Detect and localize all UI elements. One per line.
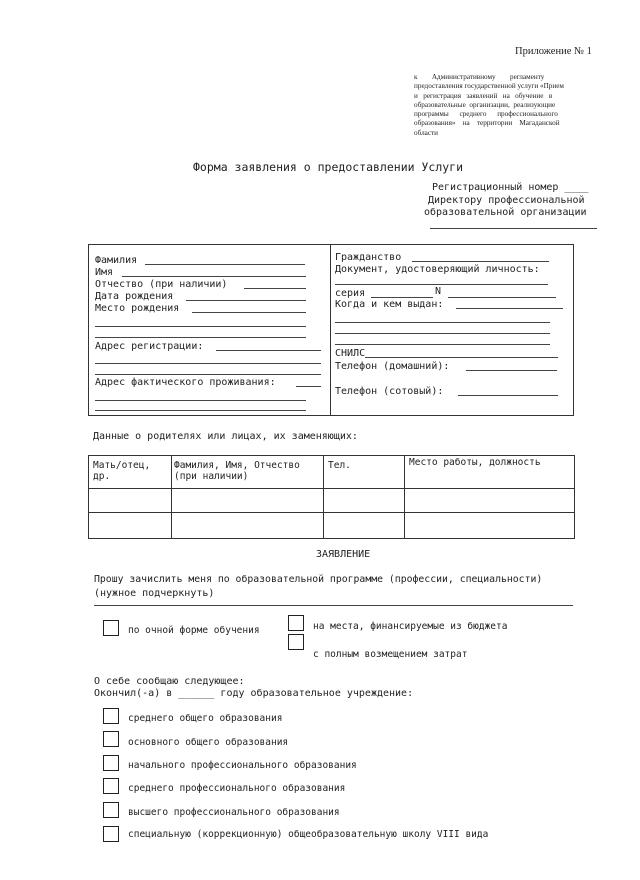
citizenship-field[interactable] — [412, 261, 549, 262]
budget-checkbox[interactable] — [288, 615, 304, 631]
education-checkbox[interactable] — [103, 778, 119, 794]
patronymic-field[interactable] — [244, 288, 306, 289]
snils-field[interactable] — [365, 357, 558, 358]
director-name-line[interactable] — [430, 228, 597, 229]
header-relation: Мать/отец, др. — [89, 456, 172, 489]
reg-address-field-2[interactable] — [95, 363, 321, 364]
program-field[interactable] — [94, 605, 573, 606]
paid-label: с полным возмещением затрат — [313, 649, 468, 660]
issued-by-field[interactable] — [456, 308, 563, 309]
phone-mobile-field[interactable] — [458, 395, 558, 396]
reg-address-field[interactable] — [216, 350, 321, 351]
table-row — [89, 489, 575, 513]
reg-address-label: Адрес регистрации: — [95, 341, 204, 352]
appendix-title: Приложение № 1 — [515, 46, 592, 57]
series-label: серия — [335, 288, 366, 299]
director-line-2: образовательной организации — [424, 207, 587, 218]
table-cell[interactable] — [324, 489, 405, 513]
table-cell[interactable] — [405, 489, 575, 513]
surname-field[interactable] — [145, 264, 305, 265]
actual-address-field-3[interactable] — [95, 410, 306, 411]
table-cell[interactable] — [89, 489, 172, 513]
birth-place-field-3[interactable] — [95, 337, 306, 338]
number-field[interactable] — [448, 297, 556, 298]
table-row — [89, 513, 575, 539]
form-title: Форма заявления о предоставлении Услуги — [193, 160, 464, 174]
table-cell[interactable] — [324, 513, 405, 539]
phone-mobile-label: Телефон (сотовый): — [335, 386, 444, 397]
issued-by-field-4[interactable] — [335, 344, 550, 345]
issued-by-label: Когда и кем выдан: — [335, 299, 444, 310]
issued-by-field-2[interactable] — [335, 322, 550, 323]
identity-doc-label: Документ, удостоверяющий личность: — [335, 264, 540, 275]
birth-date-label: Дата рождения — [95, 291, 174, 302]
table-cell[interactable] — [405, 513, 575, 539]
budget-label: на места, финансируемые из бюджета — [313, 621, 508, 632]
parents-caption: Данные о родителях или лицах, их заменяющих: — [93, 431, 358, 442]
registration-number: Регистрационный номер ____ — [432, 182, 589, 193]
education-checkbox[interactable] — [103, 802, 119, 818]
surname-label: Фамилия — [95, 255, 138, 266]
issued-by-field-3[interactable] — [335, 333, 550, 334]
request-line-1: Прошу зачислить меня по образовательной программе (профессии, специальности) — [94, 574, 543, 585]
appendix-text — [414, 73, 599, 138]
birth-date-field[interactable] — [186, 300, 306, 301]
appendix-line: к Административному регламенту — [414, 73, 545, 81]
education-option-label: высшего профессионального образования — [128, 807, 340, 818]
education-option-label: начального профессионального образования — [128, 760, 357, 771]
appendix-line: и регистрация заявлений на обучение в — [414, 91, 553, 100]
fulltime-checkbox[interactable] — [103, 620, 119, 636]
number-sign: N — [435, 286, 442, 297]
appendix-line: образования» на территории Магаданской — [414, 119, 560, 128]
education-checkbox[interactable] — [103, 826, 119, 842]
patronymic-label: Отчество (при наличии) — [95, 279, 228, 290]
appendix-line: образовательные организации, реализующие — [414, 100, 556, 109]
education-checkbox[interactable] — [103, 708, 119, 724]
about-intro: О себе сообщаю следующее: — [94, 676, 245, 687]
education-option-label: среднего профессионального образования — [128, 783, 346, 794]
education-checkbox[interactable] — [103, 731, 119, 747]
series-field[interactable] — [371, 297, 433, 298]
header-phone: Тел. — [324, 456, 405, 489]
birth-place-label: Место рождения — [95, 303, 180, 314]
birth-place-field-2[interactable] — [95, 326, 306, 327]
snils-label: СНИЛС — [335, 348, 366, 359]
education-option-label: основного общего образования — [128, 737, 289, 748]
actual-address-label: Адрес фактического проживания: — [95, 377, 276, 388]
parents-header-row — [89, 456, 575, 489]
table-cell[interactable] — [89, 513, 172, 539]
director-line-1: Директору профессиональной — [428, 195, 585, 206]
education-option-label: специальную (коррекционную) общеобразовательную школу VIII вида — [128, 829, 489, 840]
citizenship-label: Гражданство — [335, 252, 402, 263]
statement-title: ЗАЯВЛЕНИЕ — [316, 549, 371, 560]
name-field[interactable] — [122, 276, 306, 277]
graduated-line: Окончил(-а) в ______ году образовательное учреждение: — [94, 688, 414, 699]
header-fullname: Фамилия, Имя, Отчество (при наличии) — [172, 456, 324, 489]
appendix-line: программы среднего профессионального — [414, 110, 558, 119]
actual-address-field[interactable] — [296, 386, 321, 387]
reg-address-field-3[interactable] — [95, 374, 321, 375]
phone-home-field[interactable] — [466, 370, 557, 371]
phone-home-label: Телефон (домашний): — [335, 361, 450, 372]
identity-doc-field[interactable] — [335, 284, 548, 285]
actual-address-field-2[interactable] — [95, 400, 306, 401]
birth-place-field[interactable] — [192, 312, 306, 313]
personal-box-divider — [330, 244, 331, 415]
appendix-line: области — [414, 128, 439, 137]
paid-checkbox[interactable] — [288, 634, 304, 650]
table-cell[interactable] — [172, 513, 324, 539]
header-workplace: Место работы, должность — [405, 456, 575, 489]
appendix-line: предоставления государственной услуги «Прием — [414, 82, 564, 91]
table-cell[interactable] — [172, 489, 324, 513]
parents-table — [88, 455, 575, 539]
fulltime-label: по очной форме обучения — [128, 625, 260, 636]
request-line-2: (нужное подчеркнуть) — [94, 588, 215, 599]
education-option-label: среднего общего образования — [128, 713, 283, 724]
education-checkbox[interactable] — [103, 755, 119, 771]
name-label: Имя — [95, 267, 114, 278]
